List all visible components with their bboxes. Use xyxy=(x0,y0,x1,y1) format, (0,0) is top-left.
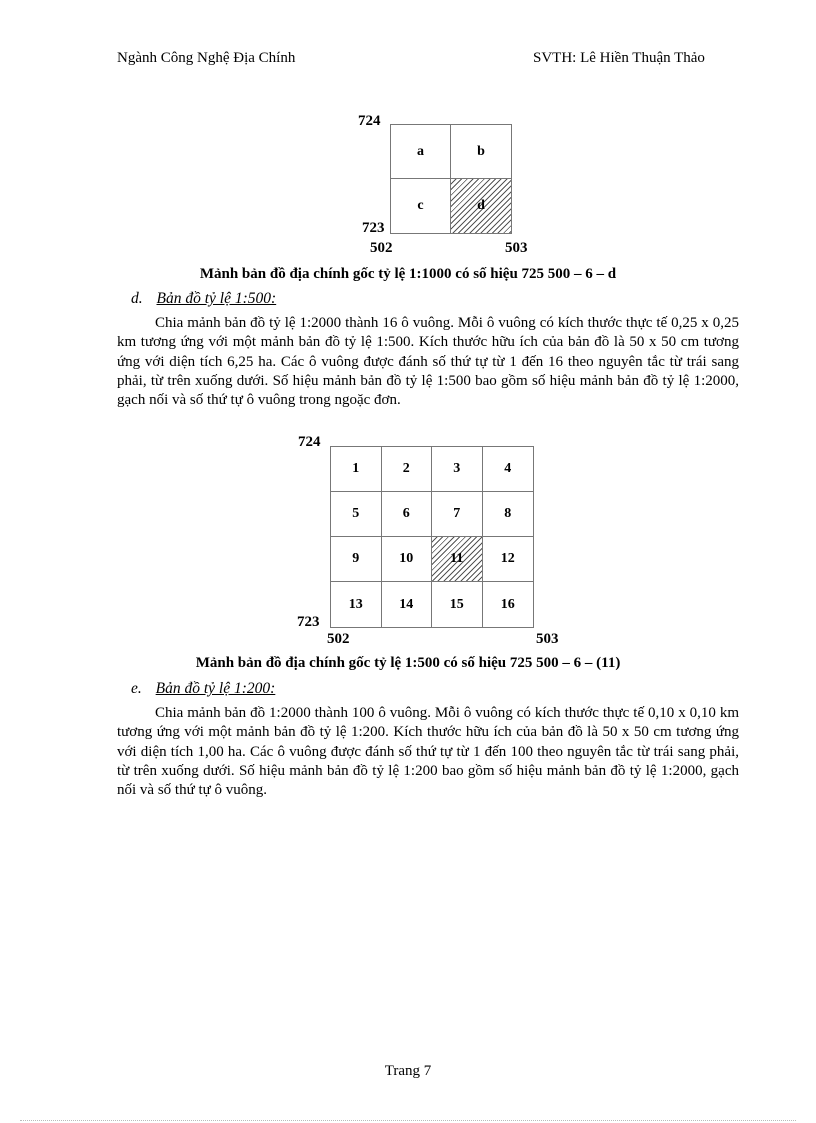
grid-1000-cell-a xyxy=(391,125,451,179)
coord-502: 502 xyxy=(370,240,393,256)
section-e-title: Bản đồ tỷ lệ 1:200: xyxy=(155,680,276,697)
coord-502-b: 502 xyxy=(327,631,350,647)
coord-723: 723 xyxy=(362,220,385,236)
grid-500-cell-label: 9 xyxy=(352,551,360,566)
section-e-heading xyxy=(131,680,275,698)
grid-500-cell-3 xyxy=(432,447,483,492)
grid-500-cell-13 xyxy=(331,582,382,627)
page-number: Trang 7 xyxy=(384,1063,432,1079)
grid-1000-cell-c xyxy=(391,179,451,233)
grid-500-cell-label: 5 xyxy=(352,506,360,521)
bottom-rule xyxy=(20,1120,796,1121)
grid-500-cell-label: 12 xyxy=(500,551,515,566)
coord-724-b: 724 xyxy=(298,434,321,450)
caption-1000: Mảnh bản đồ địa chính gốc tỷ lệ 1:1000 có số hiệu 725 500 – 6 – d xyxy=(199,266,617,282)
grid-500-cell-label: 13 xyxy=(348,596,363,612)
caption-500: Mảnh bản đồ địa chính gốc tỷ lệ 1:500 có số hiệu 725 500 – 6 – (11) xyxy=(195,655,621,671)
grid-1000-cell-b xyxy=(451,125,511,179)
grid-500-cell-10 xyxy=(382,537,433,582)
grid-500-cell-label: 14 xyxy=(399,596,414,612)
coord-724: 724 xyxy=(358,113,381,129)
coord-503: 503 xyxy=(505,240,528,256)
coord-503-b: 503 xyxy=(536,631,559,647)
header-right: SVTH: Lê Hiền Thuận Thảo xyxy=(533,50,705,66)
section-d-label: d. xyxy=(131,290,143,307)
grid-500-cell-14 xyxy=(382,582,433,627)
paragraph-e: Chia mảnh bản đồ 1:2000 thành 100 ô vuông. Mỗi ô vuông có kích thước thực tế 0,10 x 0,10 km tương ứng với một mảnh bản đồ tỷ lệ 1:200. Kích thước hữu ích của bản đồ là 50 x 50 cm tương ứng với diện tích 1,00 ha. Các ô vuông được đánh số thứ tự từ 1 đến 100 theo nguyên tắc từ trái sang phải, từ trên xuống dưới. Số hiệu mảnh bản đồ tỷ lệ 1:200 bao gồm số hiệu mảnh bản đồ tỷ lệ 1:2000, gạch nối và số thứ tự ô vuông. xyxy=(117,705,739,799)
grid-500-cell-1 xyxy=(331,447,382,492)
grid-500-cell-label: 11 xyxy=(450,551,464,566)
grid-500-cell-label: 10 xyxy=(399,551,414,566)
header-left: Ngành Công Nghệ Địa Chính xyxy=(117,50,296,66)
grid-500-cell-label: 6 xyxy=(402,506,410,521)
grid-500-cell-4 xyxy=(483,447,534,492)
grid-500-cell-label: 8 xyxy=(504,506,512,521)
grid-500-cell-8 xyxy=(483,492,534,537)
grid-500-cell-label: 15 xyxy=(449,596,464,612)
grid-500-cell-9 xyxy=(331,537,382,582)
grid-500-cell-11 xyxy=(432,537,483,582)
grid-1000-cell-label: d xyxy=(477,198,485,213)
grid-500-cell-6 xyxy=(382,492,433,537)
grid-1000-cell-label: b xyxy=(477,143,485,159)
grid-1000-cell-label: a xyxy=(417,143,424,159)
section-e-label: e. xyxy=(131,680,142,697)
grid-1000-cell-label: c xyxy=(417,198,424,213)
grid-500-cell-label: 16 xyxy=(500,596,515,612)
section-d-title: Bản đồ tỷ lệ 1:500: xyxy=(156,290,277,307)
grid-500-cell-label: 7 xyxy=(453,506,461,521)
coord-723-b: 723 xyxy=(297,614,320,630)
grid-500-cell-15 xyxy=(432,582,483,627)
grid-500-cell-16 xyxy=(483,582,534,627)
section-d-heading xyxy=(131,290,276,308)
grid-500-cell-12 xyxy=(483,537,534,582)
grid-500-cell-7 xyxy=(432,492,483,537)
paragraph-d: Chia mảnh bản đồ tỷ lệ 1:2000 thành 16 ô vuông. Mỗi ô vuông có kích thước thực tế 0,25 x 0,25 km tương ứng với một mảnh bản đồ tỷ lệ 1:500. Kích thước hữu ích của bản đồ là 50 x 50 cm tương ứng với diện tích 6,25 ha. Các ô vuông được đánh số thứ tự từ 1 đến 16 theo nguyên tắc từ trái sang phải, từ trên xuống dưới. Số hiệu mảnh bản đồ tỷ lệ 1:500 bao gồm số hiệu mảnh bản đồ tỷ lệ 1:2000, gạch nối và số thứ tự ô vuông trong ngoặc đơn. xyxy=(117,315,739,409)
grid-500-cell-label: 3 xyxy=(453,461,461,476)
grid-1000-cell-d xyxy=(451,179,511,233)
grid-500-cell-5 xyxy=(331,492,382,537)
grid-500-cell-label: 4 xyxy=(504,461,512,476)
grid-500-cell-2 xyxy=(382,447,433,492)
grid-500-cell-label: 2 xyxy=(402,461,410,476)
grid-500-cell-label: 1 xyxy=(352,461,360,476)
